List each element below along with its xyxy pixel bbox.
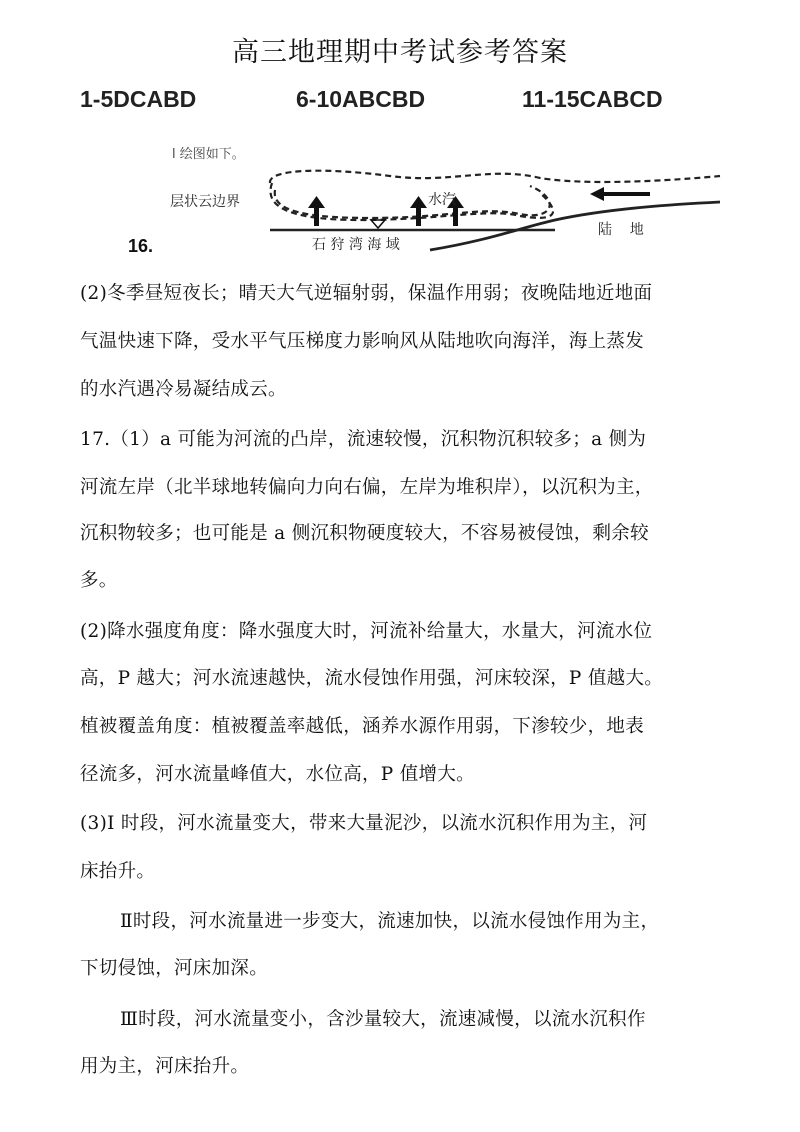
water-level-marker-icon bbox=[371, 220, 385, 228]
wind-arrow-head bbox=[590, 187, 604, 201]
answer-line: 下切侵蚀，河床加深。 bbox=[80, 958, 269, 979]
answer-line: Ⅱ时段，河水流量进一步变大，流速加快，以流水侵蚀作用为主， bbox=[120, 911, 660, 932]
question-16-number: 16. bbox=[128, 236, 154, 256]
page-title: 高三地理期中考试参考答案 bbox=[232, 37, 568, 68]
answer-line: Ⅲ时段，河水流量变小，含沙量较大，流速减慢，以流水沉积作 bbox=[120, 1009, 646, 1030]
answer-group-1-5: 1-5DCABD bbox=[80, 86, 197, 112]
answer-line: 河流左岸（北半球地转偏向力向右偏，左岸为堆积岸），以沉积为主， bbox=[80, 477, 654, 498]
answer-line: (2)降水强度角度：降水强度大时，河流补给量大，水量大，河流水位 bbox=[80, 621, 653, 642]
answer-group-11-15: 11-15CABCD bbox=[522, 86, 663, 112]
answer-line: (2)冬季昼短夜长；晴天大气逆辐射弱，保温作用弱；夜晚陆地近地面 bbox=[80, 283, 653, 304]
answer-line: 气温快速下降，受水平气压梯度力影响风从陆地吹向海洋，海上蒸发 bbox=[80, 331, 645, 352]
answer-line: 用为主，河床抬升。 bbox=[80, 1056, 250, 1077]
answer-line: 17.（1）a 可能为河流的凸岸，流速较慢，沉积物沉积较多；a 侧为 bbox=[80, 429, 647, 450]
cloud-boundary bbox=[270, 171, 720, 220]
answer-line: 沉积物较多；也可能是 a 侧沉积物硬度较大，不容易被侵蚀，剩余较 bbox=[80, 523, 649, 544]
answer-group-6-10: 6-10ABCBD bbox=[296, 86, 426, 112]
answer-line: 植被覆盖角度：植被覆盖率越低，涵养水源作用弱，下渗较少，地表 bbox=[80, 716, 645, 737]
answer-line: 多。 bbox=[80, 570, 118, 591]
q16-diagram bbox=[160, 138, 750, 258]
answer-line: 径流多，河水流量峰值大，水位高，P 值增大。 bbox=[80, 764, 475, 785]
answer-line: 高，P 越大；河水流速越快，流水侵蚀作用强，河床较深，P 值越大。 bbox=[80, 668, 664, 689]
answer-line: 的水汽遇冷易凝结成云。 bbox=[80, 379, 287, 400]
sea-area-label: 石 狩 湾 海 域 bbox=[312, 237, 400, 253]
diagram-caption: l 绘图如下。 bbox=[172, 147, 245, 162]
water-vapor-label: 水汽 bbox=[428, 192, 456, 208]
answer-line: (3)I 时段，河水流量变大，带来大量泥沙，以流水沉积作用为主，河 bbox=[80, 813, 648, 834]
land-label: 陆 地 bbox=[598, 222, 644, 238]
answer-line: 床抬升。 bbox=[80, 861, 156, 882]
land-surface-line bbox=[430, 202, 720, 250]
cloud-boundary-label: 层状云边界 bbox=[170, 194, 240, 210]
